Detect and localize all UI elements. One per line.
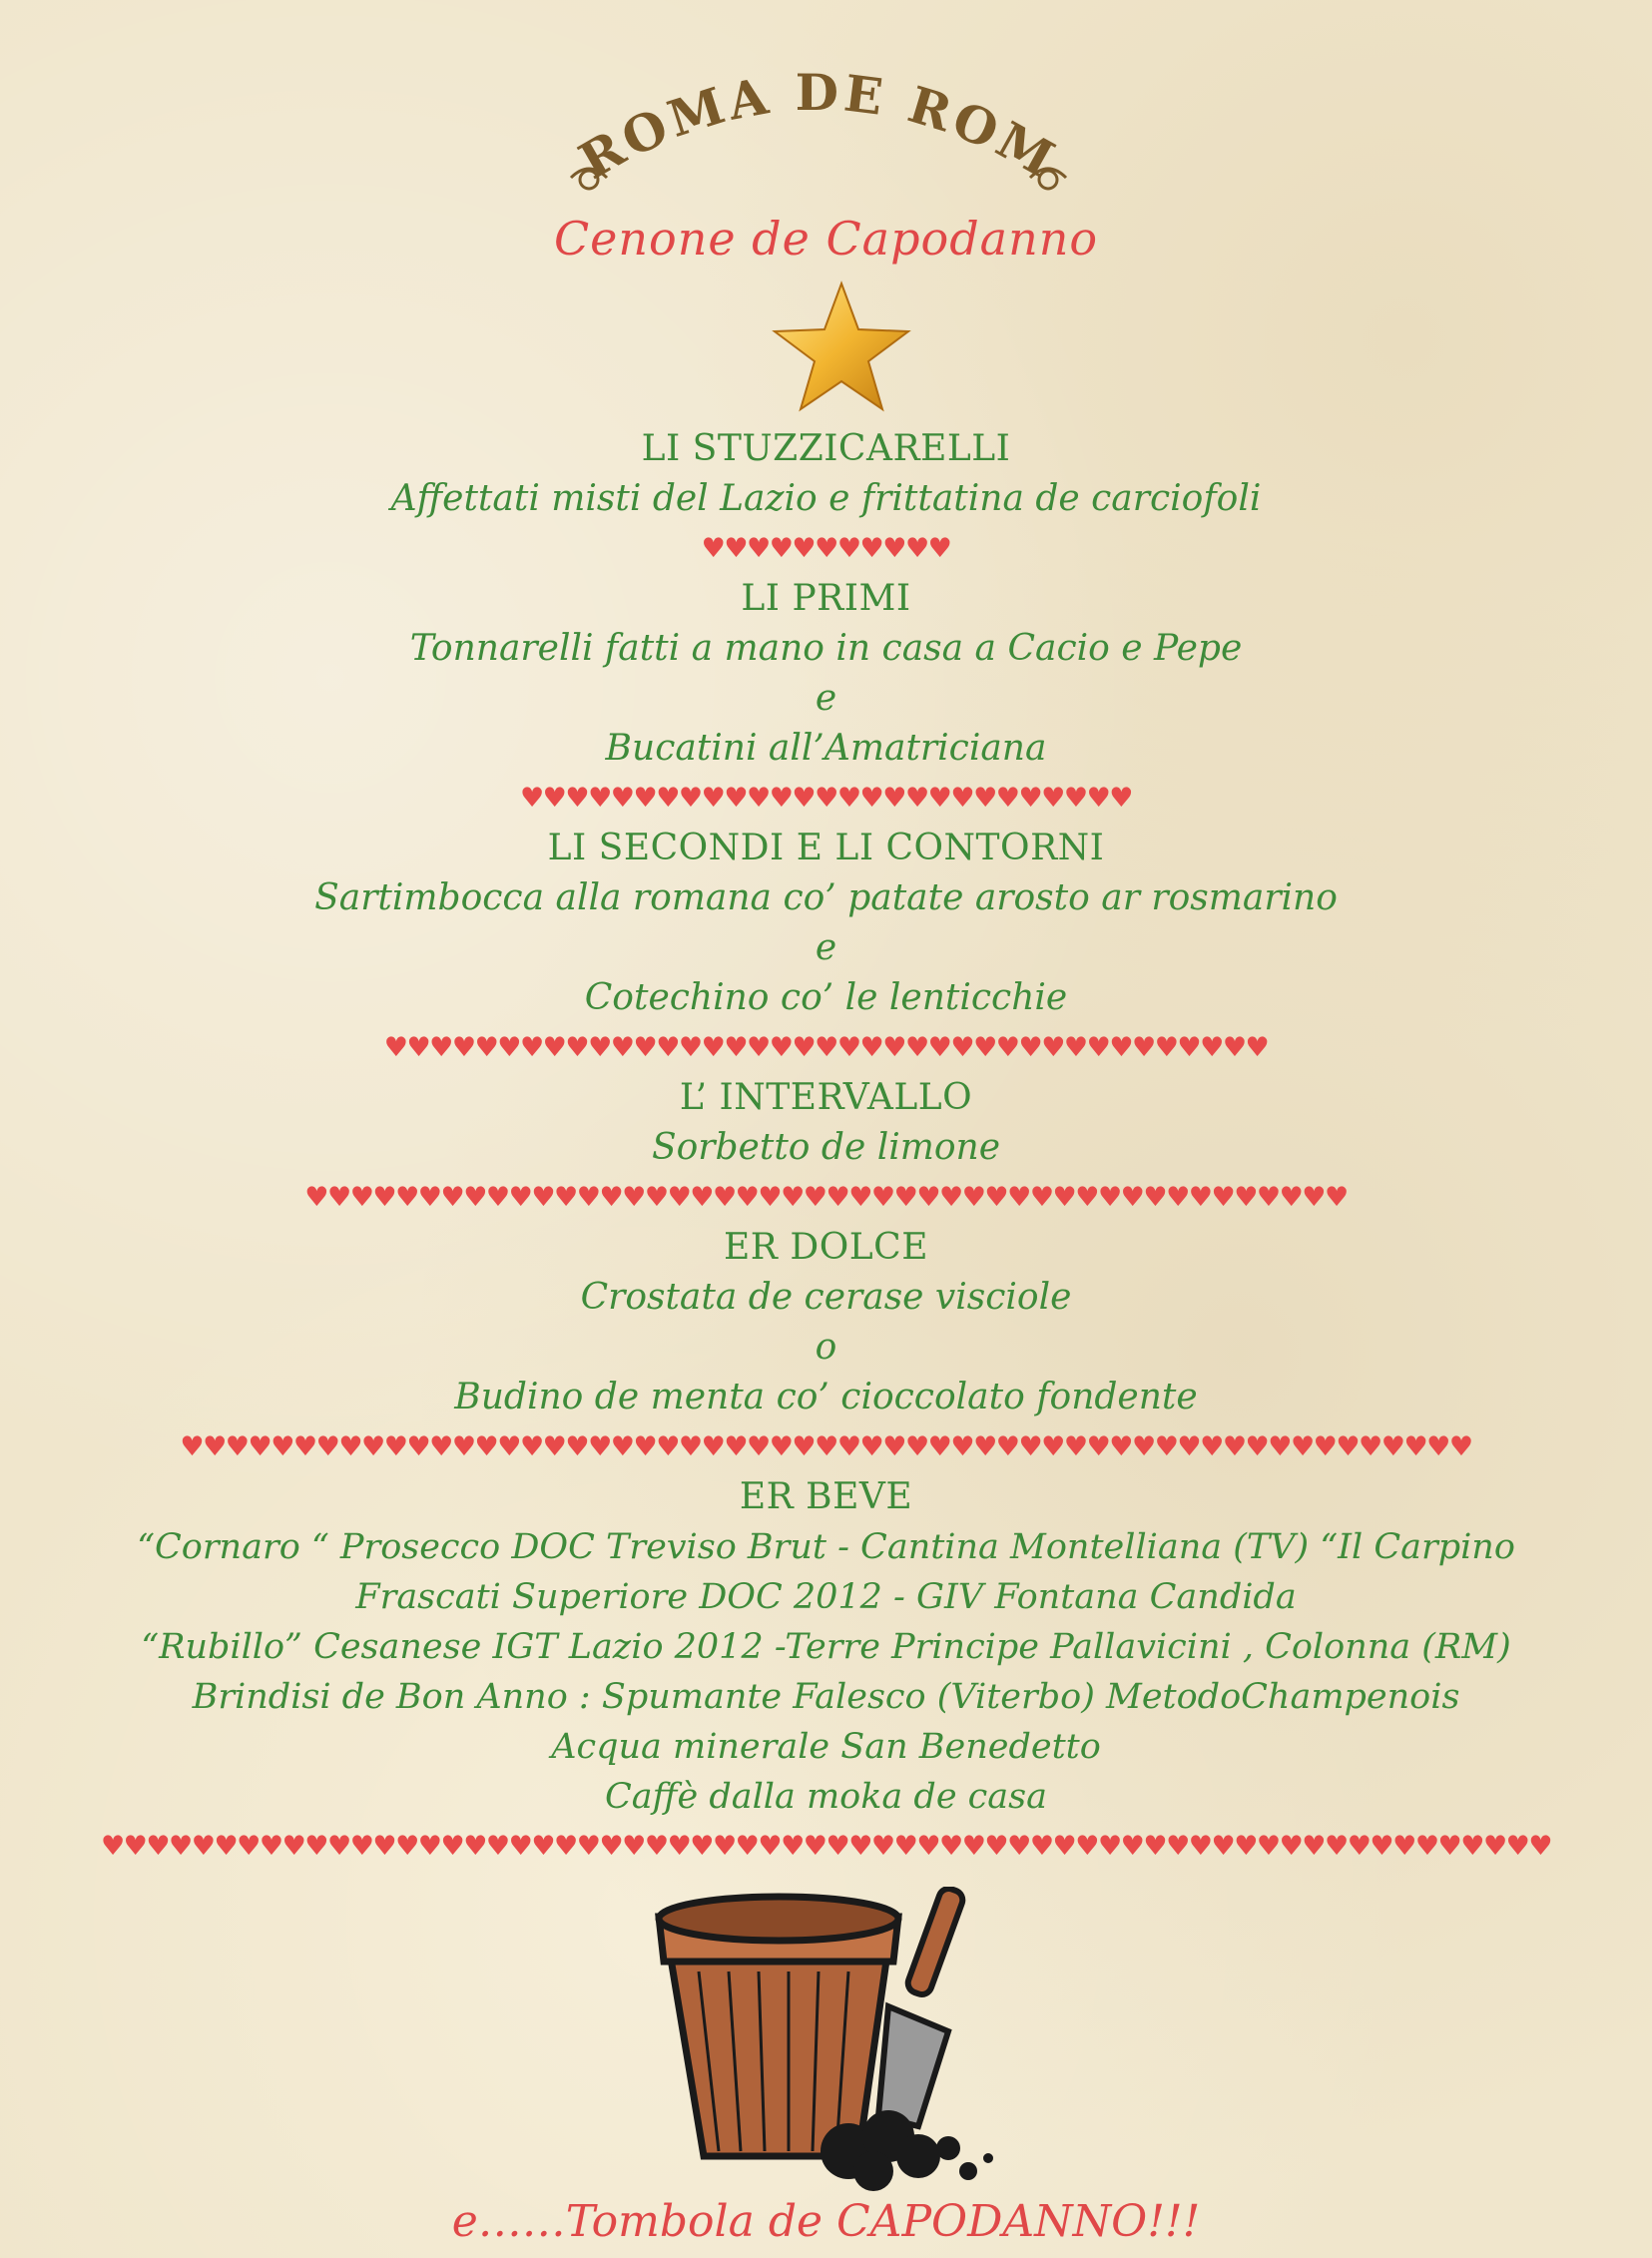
hearts-divider: ♥♥♥♥♥♥♥♥♥♥♥♥♥♥♥♥♥♥♥♥♥♥♥♥♥♥♥♥♥♥♥♥♥♥♥♥♥♥♥♥♥♥♥♥♥♥ <box>304 1182 1348 1213</box>
menu-section <box>0 1223 1652 1472</box>
drink-item: Frascati Superiore DOC 2012 - GIV Fontana Candida <box>355 1577 1297 1617</box>
menu-subtitle: Cenone de Capodanno <box>553 212 1099 266</box>
drink-item: Acqua minerale San Benedetto <box>551 1727 1101 1767</box>
menu-item: Budino de menta co’ cioccolato fondente <box>454 1377 1198 1417</box>
menu-item: Affettati misti del Lazio e frittatina de carciofoli <box>390 478 1262 519</box>
menu-section <box>0 574 1652 824</box>
menu-item-conjunction: e <box>815 927 837 968</box>
menu-body <box>0 424 1652 1872</box>
flower-pot-icon <box>649 1887 1028 2196</box>
hearts-divider: ♥♥♥♥♥♥♥♥♥♥♥♥♥♥♥♥♥♥♥♥♥♥♥♥♥♥♥♥♥♥♥♥♥♥♥♥♥♥♥ <box>383 1032 1269 1063</box>
section-title: LI STUZZICARELLI <box>641 428 1011 469</box>
menu-item: Bucatini all’Amatriciana <box>605 728 1047 769</box>
star-icon <box>767 280 916 414</box>
section-title: LI SECONDI E LI CONTORNI <box>547 828 1105 868</box>
footer-tombola: e……Tombola de CAPODANNO!!! <box>451 2196 1201 2247</box>
menu-item: Tonnarelli fatti a mano in casa a Cacio e Pepe <box>409 628 1243 669</box>
section-title: ER BEVE <box>739 1476 913 1517</box>
hearts-divider: ♥♥♥♥♥♥♥♥♥♥♥ <box>701 533 951 564</box>
hearts-divider: ♥♥♥♥♥♥♥♥♥♥♥♥♥♥♥♥♥♥♥♥♥♥♥♥♥♥♥ <box>519 783 1133 814</box>
svg-text:AROMA DE ROMA <box>539 40 1067 191</box>
drink-item: Brindisi de Bon Anno : Spumante Falesco (Viterbo) MetodoChampenois <box>192 1677 1460 1717</box>
hearts-divider: ♥♥♥♥♥♥♥♥♥♥♥♥♥♥♥♥♥♥♥♥♥♥♥♥♥♥♥♥♥♥♥♥♥♥♥♥♥♥♥♥♥♥♥♥♥♥♥♥♥♥♥♥♥♥♥♥♥ <box>180 1431 1472 1462</box>
drink-item: “Cornaro “ Prosecco DOC Treviso Brut - Cantina Montelliana (TV) “Il Carpino <box>137 1527 1515 1567</box>
restaurant-logo <box>539 40 1098 210</box>
menu-item: Sartimbocca alla romana co’ patate arosto ar rosmarino <box>314 877 1338 918</box>
menu-section <box>0 1073 1652 1223</box>
menu-item: Cotechino co’ le lenticchie <box>584 977 1068 1018</box>
menu-section <box>0 824 1652 1073</box>
menu-section-drinks <box>0 1472 1652 1872</box>
drink-item: Caffè dalla moka de casa <box>605 1777 1047 1817</box>
hearts-divider: ♥♥♥♥♥♥♥♥♥♥♥♥♥♥♥♥♥♥♥♥♥♥♥♥♥♥♥♥♥♥♥♥♥♥♥♥♥♥♥♥♥♥♥♥♥♥♥♥♥♥♥♥♥♥♥♥♥♥♥♥♥♥♥♥ <box>100 1831 1552 1862</box>
menu-item: Sorbetto de limone <box>651 1127 1001 1168</box>
section-title: L’ INTERVALLO <box>679 1077 973 1118</box>
menu-item: Crostata de cerase visciole <box>580 1277 1072 1318</box>
drink-item: “Rubillo” Cesanese IGT Lazio 2012 -Terre Principe Pallavicini , Colonna (RM) <box>141 1627 1511 1667</box>
menu-item-conjunction: e <box>815 678 837 719</box>
logo-text: ROMA DE ROM <box>569 62 1068 191</box>
section-title: ER DOLCE <box>724 1227 928 1268</box>
menu-item-conjunction: o <box>815 1327 837 1368</box>
section-title: LI PRIMI <box>741 578 911 619</box>
menu-section <box>0 424 1652 574</box>
